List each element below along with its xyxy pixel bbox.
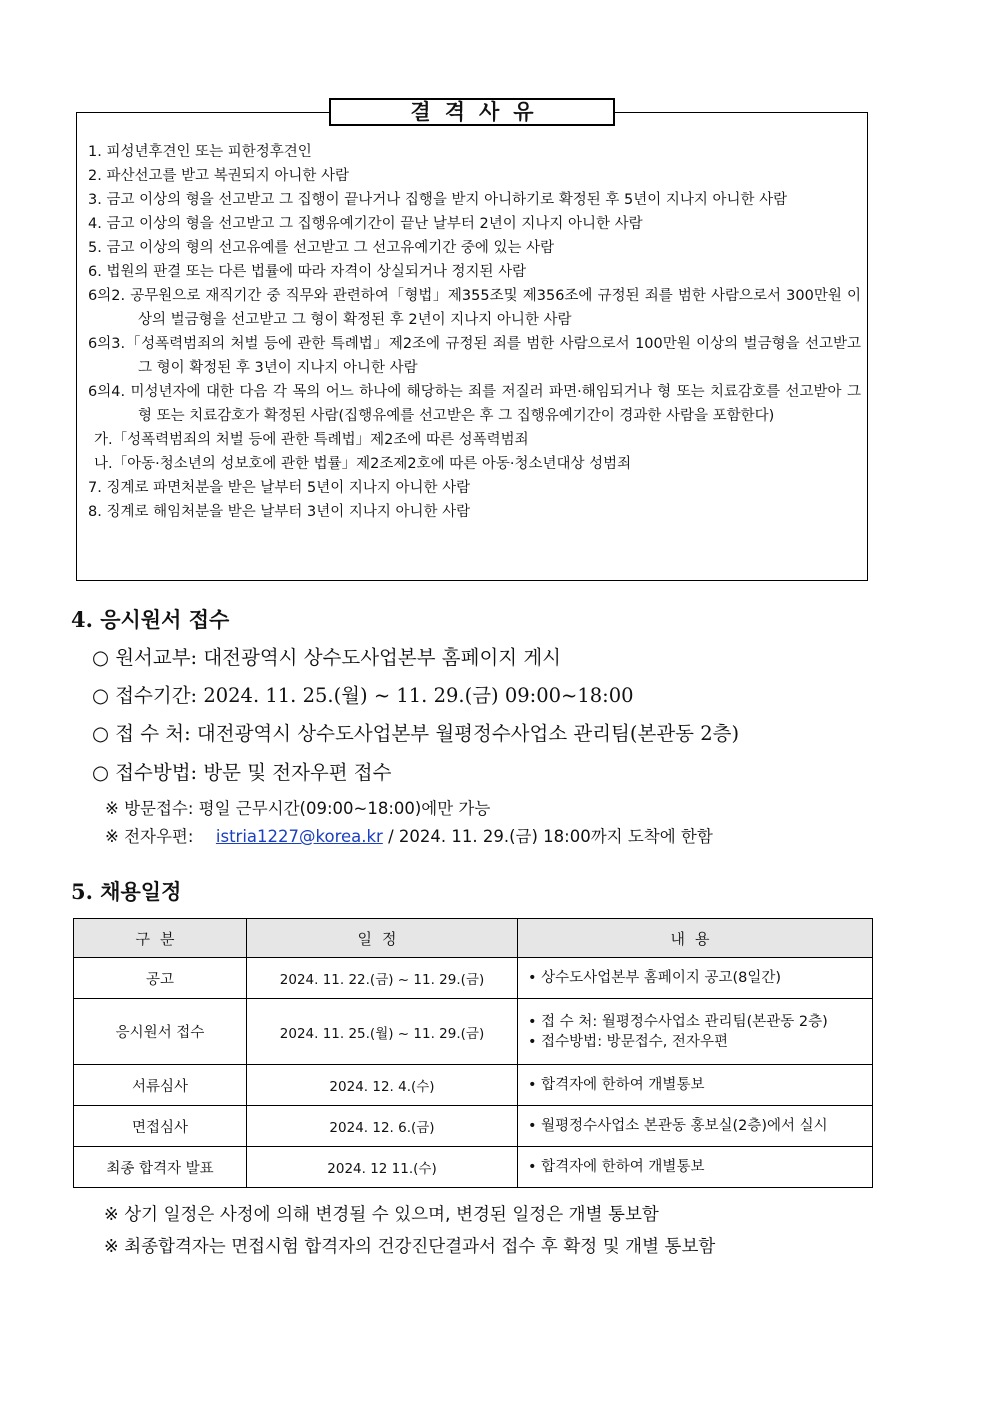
email-note-prefix: ※ 전자우편:	[105, 827, 194, 846]
list-item: 2. 파산선고를 받고 복권되지 아니한 사람	[88, 168, 349, 184]
header-category: 구분	[74, 919, 247, 958]
row-details	[518, 1147, 873, 1188]
application-location: ○ 접 수 처: 대전광역시 상수도사업본부 월평정수사업소 관리팀(본관동 2층)	[92, 722, 740, 745]
email-note-suffix: / 2024. 11. 29.(금) 18:00까지 도착에 한함	[388, 827, 713, 846]
row-category: 공고	[74, 958, 247, 999]
list-item: 6의4. 미성년자에 대한 다음 각 목의 어느 하나에 해당하는 죄를 저질러 파면·해임되거나 형 또는 치료감호를 선고받아 그 형 또는 치료감호가 확정된 사람(집행유예를 선고받은 후 그 집행유예기간이 경과한 사람을 포함한다)	[88, 384, 861, 424]
list-item: 7. 징계로 파면처분을 받은 날부터 5년이 지나지 아니한 사람	[88, 480, 471, 496]
detail-line: • 월평정수사업소 본관동 홍보실(2층)에서 실시	[528, 1118, 828, 1134]
table-row	[74, 1065, 873, 1106]
row-details	[518, 999, 873, 1065]
header-details: 내용	[518, 919, 873, 958]
application-distribution: ○ 원서교부: 대전광역시 상수도사업본부 홈페이지 게시	[92, 646, 561, 669]
table-header-row	[74, 919, 873, 958]
row-date: 2024. 12 11.(수)	[247, 1147, 518, 1188]
row-category: 서류심사	[74, 1065, 247, 1106]
detail-line: • 접수방법: 방문접수, 전자우편	[528, 1033, 728, 1050]
list-item: 가.「성폭력범죄의 처벌 등에 관한 특례법」제2조에 따른 성폭력범죄	[94, 432, 529, 448]
footnote: ※ 상기 일정은 사정에 의해 변경될 수 있으며, 변경된 일정은 개별 통보함	[104, 1205, 659, 1225]
list-item: 6의2. 공무원으로 재직기간 중 직무와 관련하여「형법」제355조및 제356조에 규정된 죄를 범한 사람으로서 300만원 이상의 벌금형을 선고받고 그 형이 확정된 후 2년이 지나지 아니한 사람	[88, 288, 861, 328]
table-row	[74, 999, 873, 1065]
detail-line: • 상수도사업본부 홈페이지 공고(8일간)	[528, 970, 782, 986]
row-date: 2024. 11. 25.(월) ~ 11. 29.(금)	[247, 999, 518, 1065]
disqualification-list	[88, 140, 861, 524]
row-details	[518, 1065, 873, 1106]
detail-line: • 합격자에 한하여 개별통보	[528, 1077, 705, 1093]
detail-line: • 접 수 처: 월평정수사업소 관리팀(본관동 2층)	[528, 1013, 828, 1030]
header-date: 일정	[247, 919, 518, 958]
list-item: 5. 금고 이상의 형의 선고유예를 선고받고 그 선고유예기간 중에 있는 사람	[88, 240, 555, 256]
table-row	[74, 1147, 873, 1188]
list-item: 나.「아동·청소년의 성보호에 관한 법률」제2조제2호에 따른 아동·청소년대상 성범죄	[94, 456, 632, 472]
list-item: 4. 금고 이상의 형을 선고받고 그 집행유예기간이 끝난 날부터 2년이 지나지 아니한 사람	[88, 216, 643, 232]
email-link[interactable]: istria1227@korea.kr	[215, 827, 383, 846]
application-method: ○ 접수방법: 방문 및 전자우편 접수	[92, 761, 392, 784]
row-details	[518, 1106, 873, 1147]
email-note	[105, 823, 713, 847]
section5-title: 5. 채용일정	[71, 879, 182, 904]
list-item: 6. 법원의 판결 또는 다른 법률에 따라 자격이 상실되거나 정지된 사람	[88, 264, 527, 280]
section4-title: 4. 응시원서 접수	[71, 607, 230, 632]
row-date: 2024. 12. 4.(수)	[247, 1065, 518, 1106]
list-item: 8. 징계로 해임처분을 받은 날부터 3년이 지나지 아니한 사람	[88, 504, 471, 520]
table-row	[74, 958, 873, 999]
row-category: 응시원서 접수	[74, 999, 247, 1065]
row-details	[518, 958, 873, 999]
schedule-table	[73, 918, 873, 1188]
footnote: ※ 최종합격자는 면접시험 합격자의 건강진단결과서 접수 후 확정 및 개별 통보함	[104, 1237, 716, 1257]
visit-note: ※ 방문접수: 평일 근무시간(09:00~18:00)에만 가능	[105, 799, 491, 818]
row-date: 2024. 11. 22.(금) ~ 11. 29.(금)	[247, 958, 518, 999]
row-category: 최종 합격자 발표	[74, 1147, 247, 1188]
table-row	[74, 1106, 873, 1147]
row-category: 면접심사	[74, 1106, 247, 1147]
list-item: 1. 피성년후견인 또는 피한정후견인	[88, 144, 312, 160]
application-period: ○ 접수기간: 2024. 11. 25.(월) ~ 11. 29.(금) 09:00~18:00	[92, 684, 634, 707]
list-item: 3. 금고 이상의 형을 선고받고 그 집행이 끝나거나 집행을 받지 아니하기로 확정된 후 5년이 지나지 아니한 사람	[88, 192, 788, 208]
detail-line: • 합격자에 한하여 개별통보	[528, 1159, 705, 1175]
list-item: 6의3.「성폭력범죄의 처벌 등에 관한 특례법」제2조에 규정된 죄를 범한 사람으로서 100만원 이상의 벌금형을 선고받고 그 형이 확정된 후 3년이 지나지 아니한 사람	[88, 336, 861, 376]
disqualification-title: 결격사유	[329, 98, 615, 126]
row-date: 2024. 12. 6.(금)	[247, 1106, 518, 1147]
